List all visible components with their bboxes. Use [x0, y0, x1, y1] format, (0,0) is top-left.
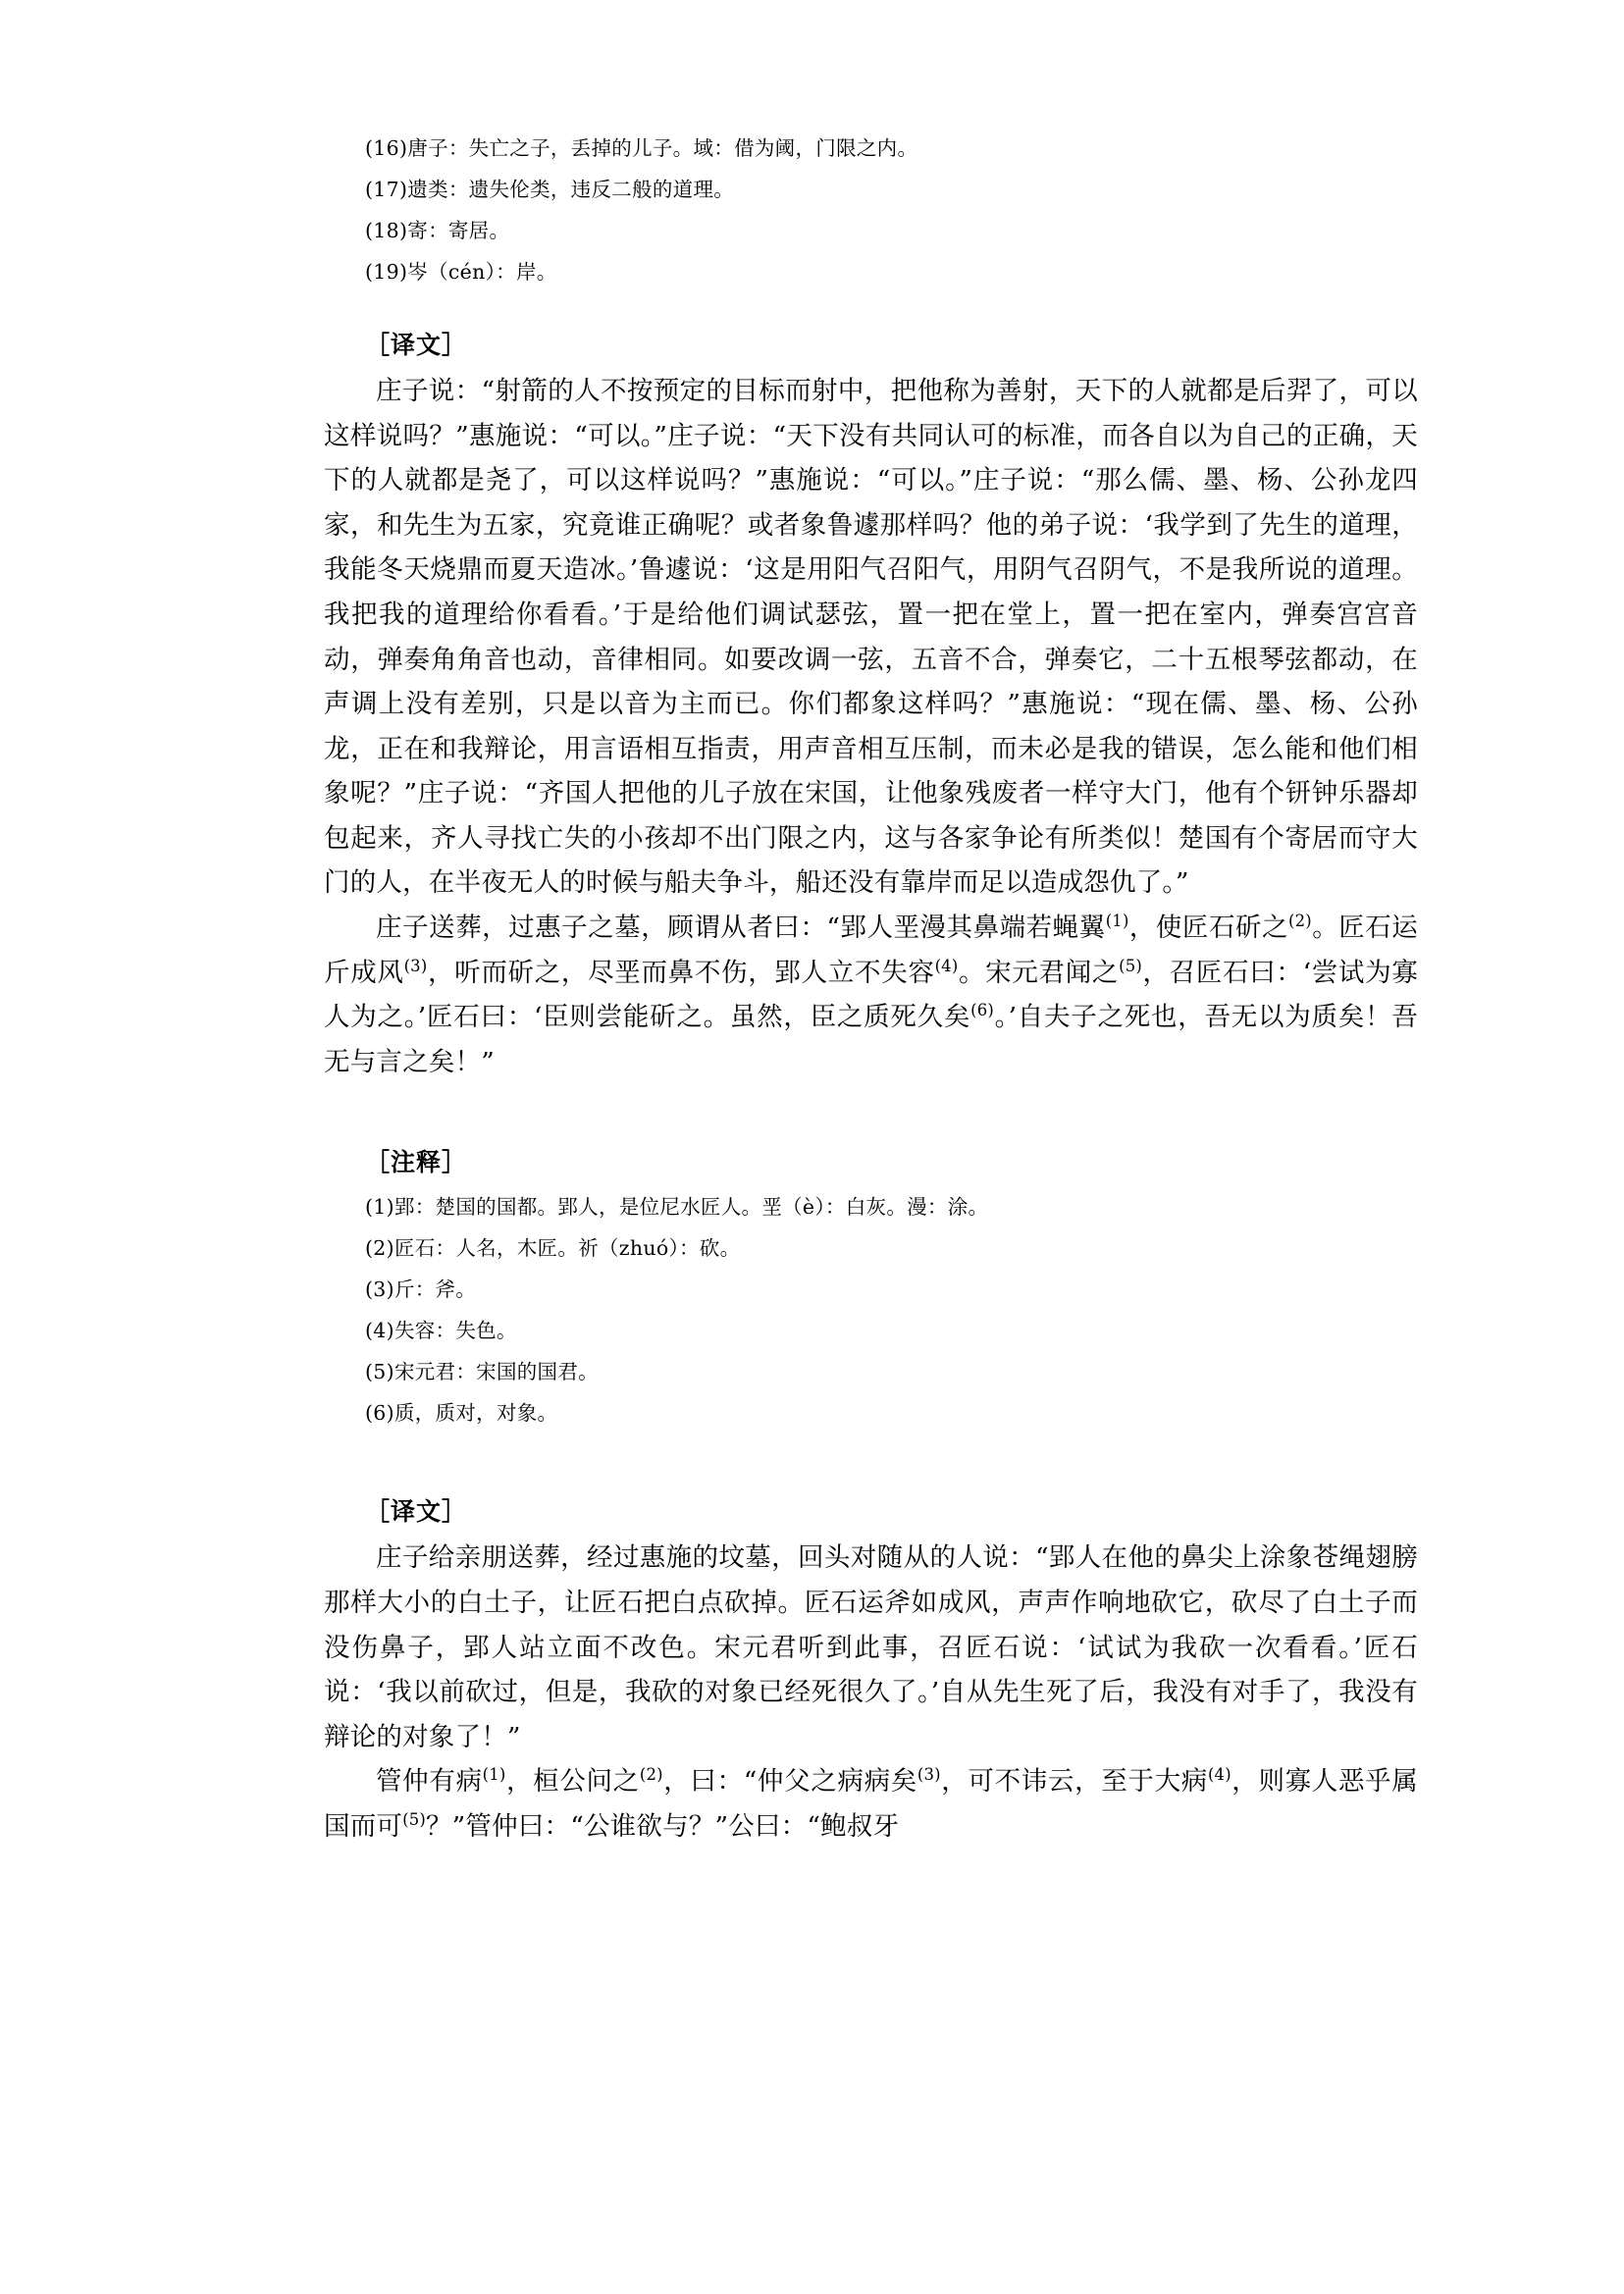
footnote-ref: (1): [482, 1765, 506, 1785]
note-line: (5)宋元君：宋国的国君。: [365, 1360, 599, 1384]
footnote-ref: (3): [917, 1765, 941, 1785]
footnote-ref: (2): [639, 1765, 663, 1785]
footnote-ref: (5): [402, 1810, 426, 1830]
run-text: ，曰：“仲父之病病矣: [662, 1766, 917, 1798]
footnote-ref: (6): [970, 1001, 995, 1020]
run-text: 。匠石运斤成风: [324, 912, 1418, 988]
run-text: ，听而斫之，尽垩而鼻不伤，郢人立不失容: [427, 957, 935, 988]
section-heading-translation-1: ［译文］: [365, 331, 468, 360]
run-text: 。宋元君闻之: [958, 957, 1120, 988]
run-text: ，使匠石斫之: [1128, 912, 1289, 943]
run-text: ，则寡人恶乎属国而可: [324, 1766, 1418, 1842]
run-text: ，召匠石曰：‘尝试为寡人为之。’匠石曰：‘臣则尝能斫之。虽然，臣之质死久矣: [324, 957, 1418, 1033]
spacer: [324, 1434, 1418, 1459]
footnote-ref: (4): [934, 956, 959, 975]
note-line: (4)失容：失色。: [365, 1319, 517, 1343]
note-line: (6)质，质对，对象。: [365, 1401, 558, 1426]
run-text: ，可不讳云，至于大病: [940, 1766, 1208, 1798]
footnote-ref: (1): [1105, 912, 1129, 931]
classic-paragraph-1: [324, 906, 1418, 1084]
note-line: (18)寄：寄居。: [365, 219, 510, 243]
notes-block: [324, 1186, 1418, 1434]
section-heading-notes: ［注释］: [365, 1148, 468, 1177]
run-text: 。’自夫子之死也，吾无以为质矣！吾无与言之矣！”: [324, 1002, 1419, 1077]
notes-top-block: [324, 128, 1418, 292]
footnote-ref: (2): [1288, 912, 1312, 931]
note-line: (3)斤：斧。: [365, 1277, 477, 1302]
note-line: (19)岑（cén）：岸。: [365, 260, 557, 285]
translation-paragraph-2: 庄子给亲朋送葬，经过惠施的坟墓，回头对随从的人说：“郢人在他的鼻尖上涂象苍绳翅膀那样大小的白土子，让匠石把白点砍掉。匠石运斧如成风，声声作响地砍它，砍尽了白土子而没伤鼻子，郢人站立面不改色。宋元君听到此事，召匠石说：‘试试为我砍一次看看。’匠石说：‘我以前砍过，但是，我砍的对象已经死很久了。’自从先生死了后，我没有对手了，我没有辩论的对象了！”: [324, 1542, 1418, 1752]
note-line: (16)唐子：失亡之子，丢掉的儿子。域：借为阈，门限之内。: [365, 136, 918, 160]
run-text: ，桓公问之: [505, 1766, 640, 1798]
spacer: [324, 1084, 1418, 1110]
footnote-ref: (4): [1207, 1765, 1231, 1785]
note-line: (1)郢：楚国的国都。郢人，是位尼水匠人。垩（è）：白灰。漫：涂。: [365, 1195, 989, 1220]
footnote-ref: (3): [403, 956, 428, 975]
run-text: 庄子送葬，过惠子之墓，顾谓从者曰：“郢人垩漫其鼻端若蝇翼: [376, 912, 1106, 943]
note-line: (2)匠石：人名，木匠。祈（zhuó）：砍。: [365, 1236, 741, 1261]
footnote-ref: (5): [1119, 956, 1142, 975]
translation-paragraph-1: 庄子说：“射箭的人不按预定的目标而射中，把他称为善射，天下的人就都是后羿了，可以这样说吗？”惠施说：“可以。”庄子说：“天下没有共同认可的标准，而各自以为自己的正确，天下的人就都是尧了，可以这样说吗？”惠施说：“可以。”庄子说：“那么儒、墨、杨、公孙龙四家，和先生为五家，究竟谁正确呢？或者象鲁遽那样吗？他的弟子说：‘我学到了先生的道理，我能冬天烧鼎而夏天造冰。’鲁遽说：‘这是用阳气召阳气，用阴气召阴气，不是我所说的道理。我把我的道理给你看看。’于是给他们调试瑟弦，置一把在堂上，置一把在室内，弹奏宫宫音动，弹奏角角音也动，音律相同。如要改调一弦，五音不合，弹奏它，二十五根琴弦都动，在声调上没有差别，只是以音为主而已。你们都象这样吗？”惠施说：“现在儒、墨、杨、公孙龙，正在和我辩论，用言语相互指责，用声音相互压制，而未必是我的错误，怎么能和他们相象呢？”庄子说：“齐国人把他的儿子放在宋国，让他象残废者一样守大门，他有个钘钟乐器却包起来，齐人寻找亡失的小孩却不出门限之内，这与各家争论有所类似！楚国有个寄居而守大门的人，在半夜无人的时候与船夫争斗，船还没有靠岸而足以造成怨仇了。”: [324, 376, 1418, 899]
section-heading-translation-2: ［译文］: [365, 1497, 468, 1527]
classic-paragraph-2: [324, 1759, 1418, 1849]
run-text: 管仲有病: [376, 1766, 483, 1798]
note-line: (17)遗类：遗失伦类，违反二般的道理。: [365, 178, 735, 202]
run-text: ？”管仲曰：“公谁欲与？”公曰：“鲍叔牙: [425, 1810, 900, 1842]
